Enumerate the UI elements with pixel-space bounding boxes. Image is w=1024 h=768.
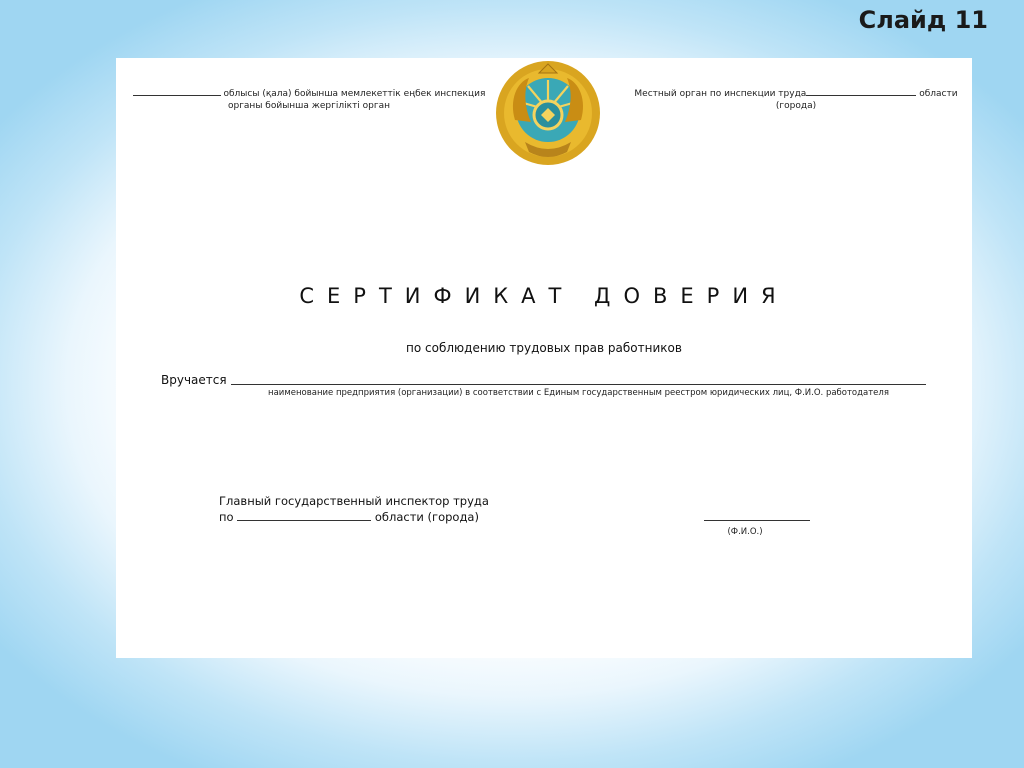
header-right [626,86,966,112]
slide-number: Слайд 11 [858,6,988,34]
header-left-blank [133,86,221,96]
inspector-prefix: по [219,510,234,524]
inspector-line2 [219,509,489,525]
inspector-line1: Главный государственный инспектор труда [219,494,489,508]
signature-label: (Ф.И.О.) [727,527,763,537]
certificate-subtitle: по соблюдению трудовых прав работников [406,341,682,355]
inspector-block [219,493,489,525]
awarded-label: Вручается [161,373,227,387]
certificate-title: СЕРТИФИКАТ ДОВЕРИЯ [299,284,789,308]
header-left-text: облысы (қала) бойынша мемлекеттік еңбек инспекция [223,89,486,99]
header-right-line1 [626,86,966,100]
emblem-icon [495,60,601,166]
header-left [124,86,494,112]
header-right-suffix: области [919,89,958,99]
header-left-line2: органы бойынша жергілікті орган [227,101,391,111]
certificate-sheet [116,58,972,658]
signature-line [704,520,810,521]
header-right-line2: (города) [775,101,817,111]
header-left-line1 [124,86,494,100]
header-right-blank [806,86,916,96]
header-right-prefix: Местный орган по инспекции труда [634,89,807,99]
inspector-suffix: области (города) [374,510,479,524]
awarded-note: наименование предприятия (организации) в соответствии с Единым государственным реестром юридических лиц, Ф.И.О. работодателя [268,388,889,398]
awarded-blank-line [231,384,926,385]
inspector-region-blank [237,509,371,521]
